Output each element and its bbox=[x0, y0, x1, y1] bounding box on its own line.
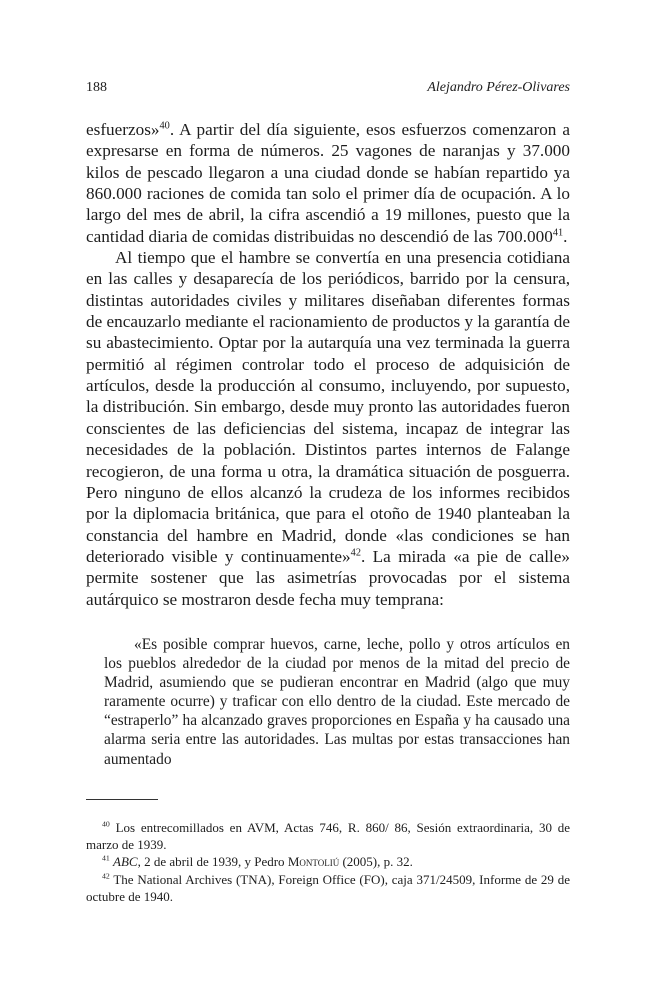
paragraph-2: Al tiempo que el hambre se convertía en una presencia cotidiana en las calles y desaparecía de los periódicos, barrido por la censura, distintas autoridades civiles y militares diseñaban diferentes formas de encauzarlo mediante el racionamiento de productos y la garantía de su abastecimiento. Optar por la autarquía una vez terminada la guerra permitió al régimen controlar todo el proceso de adquisición de artículos, desde la producción al consumo, incluyendo, por supuesto, la distribución. Sin embargo, desde muy pronto las autoridades fueron conscientes de las deficiencias del sistema, incapaz de integrar las necesidades de la población. Distintos partes internos de Falange recogieron, de una forma u otra, la dramática situación de posguerra. Pero ninguno de ellos alcanzó la crudeza de los informes recibidos por la diplomacia británica, que para el otoño de 1940 planteaban la constancia del hambre en Madrid, donde «las condiciones se han deteriorado visible y continuamente»$^{42}$. La mirada «a pie de calle» permite sostener que las asimetrías provocadas por el sistema autárquico se mostraron desde fecha muy temprana: bbox=[86, 248, 570, 609]
footnotes bbox=[86, 819, 570, 905]
footnote-divider bbox=[86, 799, 158, 800]
footnote-40: $^{40}$ Los entrecomillados en AVM, Actas 746, R. 860/ 86, Sesión extraordinaria, 30 de marzo de 1939. bbox=[86, 819, 570, 853]
running-head-author: Alejandro Pérez-Olivares bbox=[427, 80, 570, 95]
paragraph-1: esfuerzos»$^{40}$. A partir del día siguiente, esos esfuerzos comenzaron a expresarse en forma de números. 25 vagones de naranjas y 37.000 kilos de pescado llegaron a una ciudad donde se habían repartido ya 860.000 raciones de comida tan solo el primer día de ocupación. A lo largo del mes de abril, la cifra ascendió a 19 millones, puesto que la cantidad diaria de comidas distribuidas no descendió de las 700.000$^{41}$. bbox=[86, 120, 570, 246]
body-text bbox=[86, 119, 570, 610]
footnote-41: $^{41}$ ABC, 2 de abril de 1939, y Pedro Montoliú (2005), p. 32. bbox=[102, 854, 413, 870]
footnote-ref-41[interactable]: 41 bbox=[552, 226, 564, 238]
footnote-ref-40[interactable]: 40 bbox=[159, 120, 170, 132]
block-quote: «Es posible comprar huevos, carne, leche, pollo y otros artículos en los pueblos alrededor de la ciudad por menos de la mitad del precio de Madrid, asumiendo que se pudieran encontrar en Madrid (algo que muy raramente ocurre) y traficar con ello dentro de la ciudad. Este mercado de “estraperlo” ha alcanzado graves proporciones en España y ha causado una alarma seria entre las autoridades. Las multas por estas transacciones han aumentado bbox=[104, 636, 570, 768]
page-number: 188 bbox=[86, 80, 107, 95]
running-head bbox=[86, 79, 570, 97]
footnote-ref-42[interactable]: 42 bbox=[350, 547, 361, 559]
footnote-42: $^{42}$ The National Archives (TNA), Foreign Office (FO), caja 371/24509, Informe de 29 de octubre de 1940. bbox=[86, 871, 570, 904]
